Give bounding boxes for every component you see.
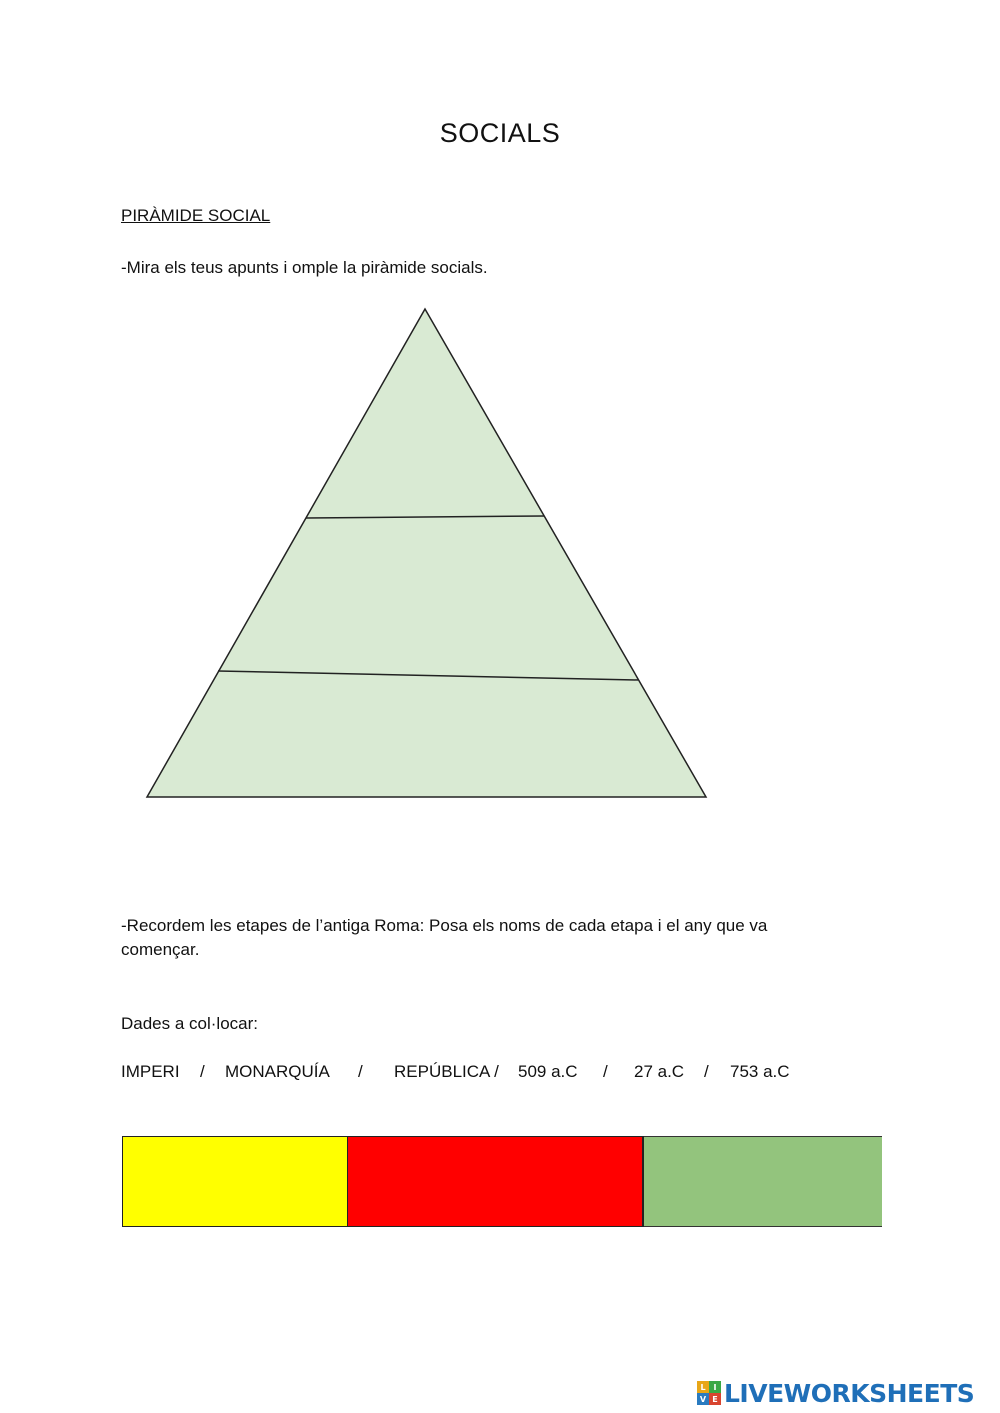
liveworksheets-logo	[697, 1378, 974, 1408]
data-separator: /	[603, 1062, 608, 1081]
instruction-rome-stages: -Recordem les etapes de l’antiga Roma: Posa els noms de cada etapa i el any que va començar.	[121, 916, 768, 959]
page-title: SOCIALS	[439, 118, 561, 148]
data-separator: /	[358, 1062, 363, 1081]
logo-mark-icon: L I V E	[697, 1381, 721, 1405]
timeline-segment-2[interactable]	[348, 1136, 644, 1227]
data-separator: /	[200, 1062, 205, 1081]
data-item-republica: REPÚBLICA /	[394, 1062, 499, 1081]
timeline-segment-1[interactable]	[122, 1136, 348, 1227]
data-item-monarquia: MONARQUÍA	[225, 1062, 330, 1081]
data-separator: /	[704, 1062, 709, 1081]
data-label: Dades a col·locar:	[121, 1014, 259, 1033]
data-item-27: 27 a.C	[634, 1062, 685, 1081]
logo-text: LIVEWORKSHEETS	[724, 1378, 975, 1408]
pyramid-level-middle[interactable]	[280, 560, 570, 640]
rome-timeline	[122, 1136, 882, 1228]
timeline-segment-3[interactable]	[644, 1136, 882, 1227]
data-item-imperi: IMPERI	[121, 1062, 180, 1081]
pyramid-level-top[interactable]	[360, 420, 490, 480]
pyramid-level-bottom[interactable]	[220, 700, 640, 780]
data-item-509: 509 a.C	[518, 1062, 578, 1081]
instruction-pyramid: -Mira els teus apunts i omple la piràmide socials.	[121, 258, 488, 277]
data-item-753: 753 a.C	[730, 1062, 790, 1081]
section-heading-piramide: PIRÀMIDE SOCIAL	[121, 206, 271, 225]
